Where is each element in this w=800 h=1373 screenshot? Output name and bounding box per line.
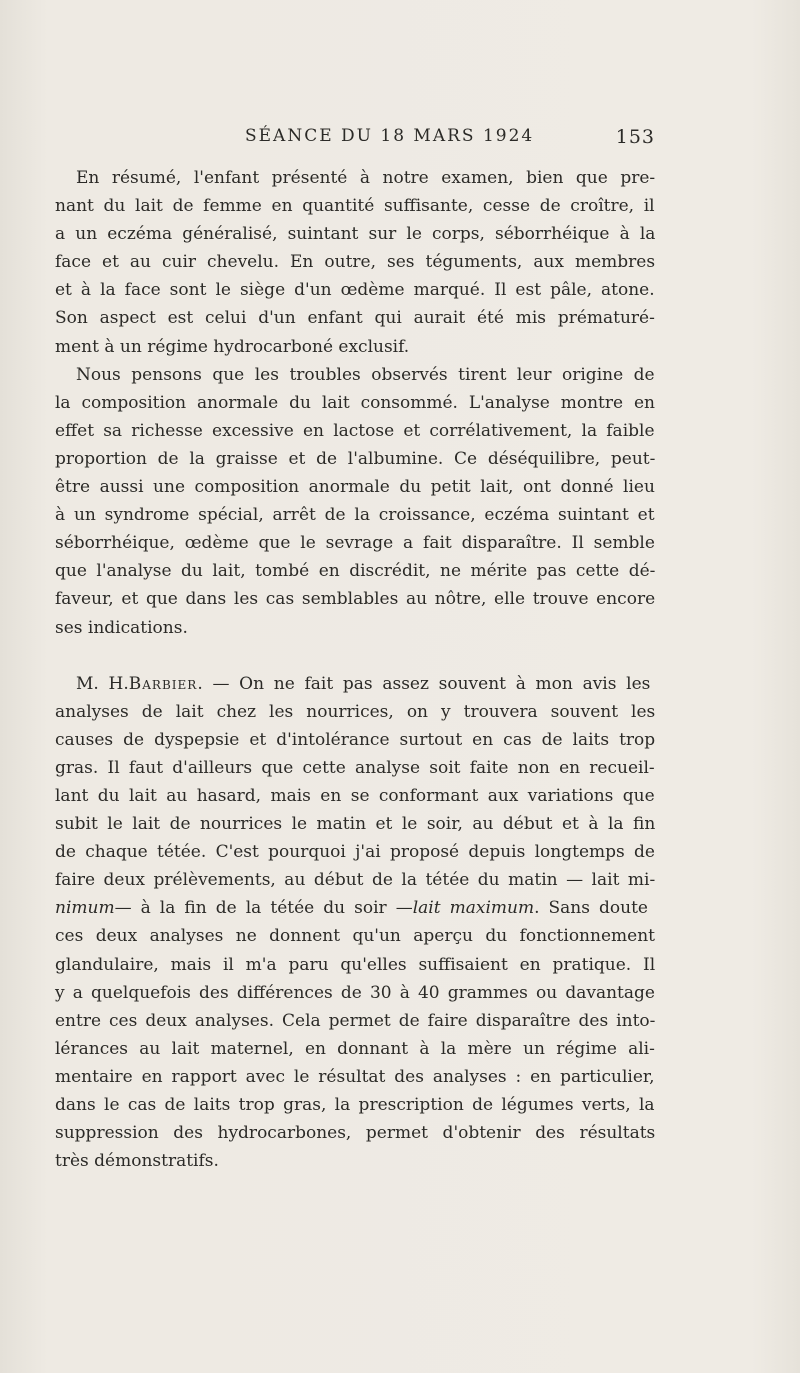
text-line: ses indications. (55, 617, 188, 638)
text-line: effet sa richesse excessive en lactose et corrélativement, la faible (55, 420, 655, 441)
text-line: ment à un régime hydrocarboné exclusif. (55, 336, 410, 357)
text-line: analyses de lait chez les nourrices, on y trouvera souvent les (55, 701, 656, 722)
paragraph-discussion (55, 670, 655, 1176)
text-line: faire deux prélèvements, au début de la tétée du matin — lait mi- (55, 870, 656, 891)
text-line: lant du lait au hasard, mais en se conformant aux variations que (55, 785, 655, 806)
text-line: Nous pensons que les troubles observés tirent leur origine de (76, 364, 655, 385)
text-line: causes de dyspepsie et d'intolérance surtout en cas de laits trop (55, 729, 656, 750)
text-line: y a quelquefois des différences de 30 à 40 grammes ou davantage (55, 982, 655, 1003)
running-head: SÉANCE DU 18 MARS 1924 (245, 126, 535, 146)
paragraph-summary (55, 164, 655, 361)
text-line: la composition anormale du lait consommé. L'analyse montre en (55, 392, 655, 413)
text-line: séborrhéique, œdème que le sevrage a fait disparaître. Il semble (55, 533, 655, 554)
text-line: très démonstratifs. (55, 1151, 219, 1172)
page-number: 153 (615, 126, 655, 148)
text-line: à un syndrome spécial, arrêt de la croissance, eczéma suintant et (55, 505, 655, 526)
text-line: ces deux analyses ne donnent qu'un aperçu du fonctionnement (55, 926, 655, 947)
text-line: lérances au lait maternel, en donnant à la mère un régime ali- (55, 1038, 655, 1059)
text-line: En résumé, l'enfant présenté à notre examen, bien que pre- (76, 168, 656, 188)
text-line: et à la face sont le siège d'un œdème marqué. Il est pâle, atone. (55, 280, 655, 301)
text-line: subit le lait de nourrices le matin et le soir, au début et à la fin (55, 814, 656, 835)
text-line (55, 670, 655, 698)
text-line: gras. Il faut d'ailleurs que cette analyse soit faite non en recueil- (55, 757, 655, 778)
text-line: nant du lait de femme en quantité suffisante, cesse de croître, il (55, 196, 655, 217)
text-line: faveur, et que dans les cas semblables au nôtre, elle trouve encore (55, 589, 656, 610)
page-header (55, 126, 655, 154)
text-line: que l'analyse du lait, tombé en discrédit, ne mérite pas cette dé- (55, 561, 656, 582)
text-line: de chaque tétée. C'est pourquoi j'ai proposé depuis longtemps de (55, 842, 655, 863)
paragraph-spacer (55, 642, 655, 670)
text-line: être aussi une composition anormale du petit lait, ont donné lieu (55, 477, 655, 498)
speaker-suffix: . — On ne fait pas assez souvent à mon avis les (197, 673, 651, 694)
text-line: nimum— à la fin de la tétée du soir —lait maximum. Sans doute (55, 894, 655, 922)
text-line: Son aspect est celui d'un enfant qui aurait été mis prématuré- (55, 308, 655, 329)
speaker-prefix: M. H. (76, 673, 129, 694)
text-line: a un eczéma généralisé, suintant sur le corps, séborrhéique à la (55, 224, 656, 245)
text-line: glandulaire, mais il m'a paru qu'elles suffisaient en pratique. Il (55, 954, 656, 975)
text-line: face et au cuir chevelu. En outre, ses téguments, aux membres (55, 252, 656, 273)
italic-term: lait maximum (412, 898, 535, 919)
paragraph-interpretation (55, 361, 655, 642)
text-line: entre ces deux analyses. Cela permet de faire disparaître des into- (55, 1010, 656, 1031)
page-body (55, 164, 655, 1175)
text-line: suppression des hydrocarbones, permet d'obtenir des résultats (55, 1123, 656, 1144)
text-line: mentaire en rapport avec le résultat des analyses : en particulier, (55, 1066, 655, 1087)
speaker-name: Barbier (128, 673, 198, 694)
text-line: dans le cas de laits trop gras, la prescription de légumes verts, la (55, 1095, 655, 1115)
text-line: proportion de la graisse et de l'albumine. Ce déséquilibre, peut- (55, 448, 656, 469)
italic-term: nimum (55, 898, 115, 919)
